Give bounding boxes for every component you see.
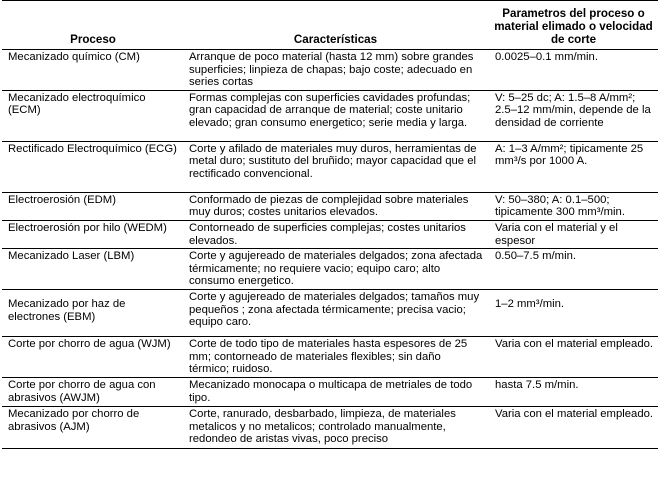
cell-caracteristicas: Conformado de piezas de complejidad sobre materiales muy duros; costes unitarios elevados. xyxy=(182,192,487,220)
table-row xyxy=(2,407,658,449)
cell-caracteristicas: Corte y afilado de materiales muy duros, herramientas de metal duro; sustituto del bruñido; mayor capacidad que el rectificado convencional. xyxy=(182,141,487,192)
cell-proceso: Mecanizado por haz de electrones (EBM) xyxy=(2,290,182,337)
table-row xyxy=(2,50,658,91)
header-row xyxy=(2,1,658,50)
table-row xyxy=(2,290,658,337)
cell-parametros: 0.50–7.5 m/min. xyxy=(487,249,658,290)
cell-parametros: Varia con el material y el espesor xyxy=(487,220,658,248)
cell-parametros: V: 50–380; A: 0.1–500; tipicamente 300 mm³/min. xyxy=(487,192,658,220)
table-row xyxy=(2,378,658,407)
cell-proceso: Mecanizado por chorro de abrasivos (AJM) xyxy=(2,407,182,449)
cell-parametros: A: 1–3 A/mm²; tipicamente 25 mm³/s por 1000 A. xyxy=(487,141,658,192)
table-row xyxy=(2,192,658,220)
header-caracteristicas: Características xyxy=(182,1,487,50)
cell-caracteristicas: Mecanizado monocapa o multicapa de metriales de todo tipo. xyxy=(182,378,487,407)
cell-caracteristicas: Formas complejas con superficies cavidades profundas; gran capacidad de arranque de material; coste unitario elevado; gran consumo energetico; serie media y larga. xyxy=(182,90,487,141)
cell-parametros: hasta 7.5 m/min. xyxy=(487,378,658,407)
cell-parametros: V: 5–25 dc; A: 1.5–8 A/mm²; 2.5–12 mm/min, depende de la densidad de corriente xyxy=(487,90,658,141)
header-parametros: Parametros del proceso o material elimado o velocidad de corte xyxy=(487,1,658,50)
cell-caracteristicas: Corte y agujereado de materiales delgados; tamaños muy pequeños ; zona afectada térmicamente; precisa vacio; equipo caro. xyxy=(182,290,487,337)
cell-parametros: 1–2 mm³/min. xyxy=(487,290,658,337)
cell-caracteristicas: Corte y agujereado de materiales delgados; zona afectada térmicamente; no requiere vacio; equipo caro; alto consumo energetico. xyxy=(182,249,487,290)
cell-caracteristicas: Arranque de poco material (hasta 12 mm) sobre grandes superficies; linpieza de chapas; bajo coste; adecuado en series cortas xyxy=(182,50,487,91)
cell-proceso: Corte por chorro de agua con abrasivos (AWJM) xyxy=(2,378,182,407)
cell-caracteristicas: Contorneado de superficies complejas; costes unitarios elevados. xyxy=(182,220,487,248)
cell-proceso: Electroerosión por hilo (WEDM) xyxy=(2,220,182,248)
cell-proceso: Mecanizado electroquímico (ECM) xyxy=(2,90,182,141)
cell-parametros: Varia con el material empleado. xyxy=(487,407,658,449)
cell-caracteristicas: Corte de todo tipo de materiales hasta espesores de 25 mm; contorneado de materiales flexibles; sin daño térmico; ruidoso. xyxy=(182,337,487,378)
cell-parametros: 0.0025–0.1 mm/min. xyxy=(487,50,658,91)
table-row xyxy=(2,90,658,141)
table-row xyxy=(2,249,658,290)
header-proceso: Proceso xyxy=(2,1,182,50)
table-row xyxy=(2,220,658,248)
process-table-document xyxy=(2,0,658,449)
table-row xyxy=(2,141,658,192)
cell-proceso: Corte por chorro de agua (WJM) xyxy=(2,337,182,378)
table-row xyxy=(2,337,658,378)
cell-proceso: Electroerosión (EDM) xyxy=(2,192,182,220)
cell-parametros: Varia con el material empleado. xyxy=(487,337,658,378)
process-table xyxy=(2,0,658,449)
cell-proceso: Mecanizado Laser (LBM) xyxy=(2,249,182,290)
cell-caracteristicas: Corte, ranurado, desbarbado, limpieza, de materiales metalicos y no metalicos; controlado manualmente, redondeo de aristas vivas, poco preciso xyxy=(182,407,487,449)
cell-proceso: Mecanizado químico (CM) xyxy=(2,50,182,91)
cell-proceso: Rectificado Electroquímico (ECG) xyxy=(2,141,182,192)
